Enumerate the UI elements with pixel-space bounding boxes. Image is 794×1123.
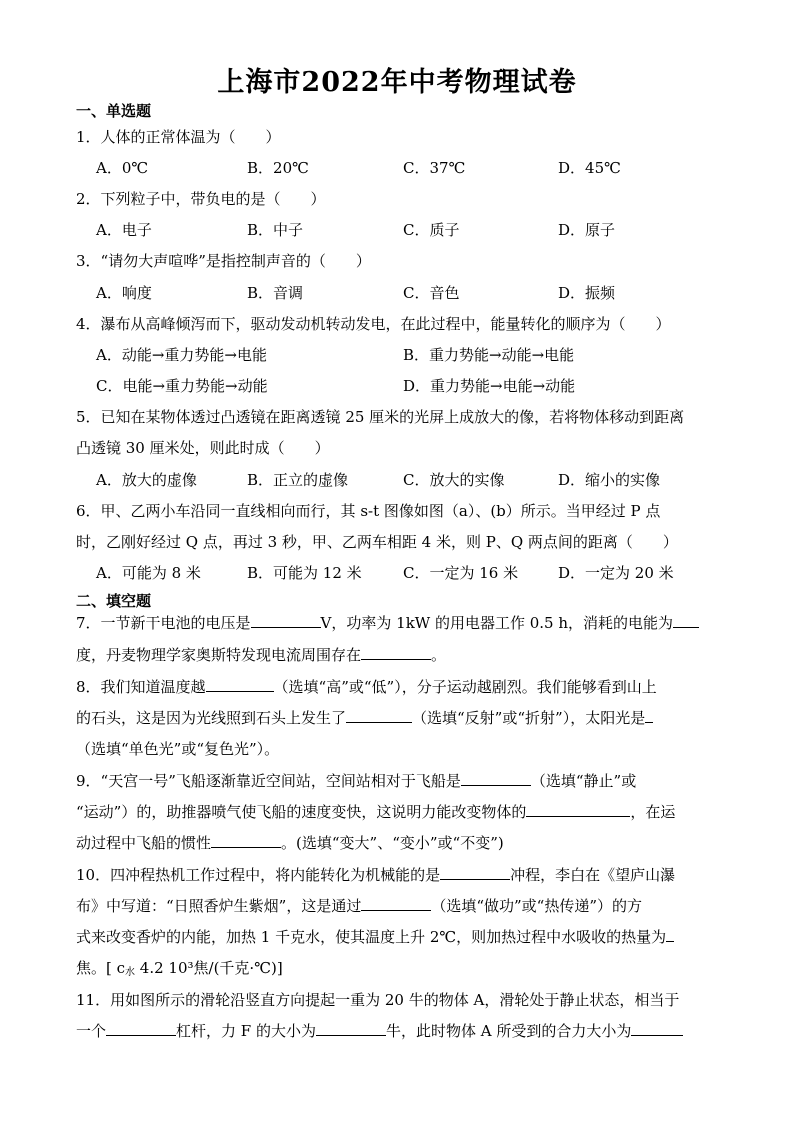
answer-blank[interactable] [251,613,321,628]
question-9-line-3 [76,833,504,853]
question-4-option-c: C．电能→重力势能→动能 [96,377,268,395]
section-heading-single-choice: 一、单选题 [76,102,152,120]
page-title: 上海市2022年中考物理试卷 [217,67,577,98]
question-9-text-6: 。(选填“变大”、“变小”或“不变”) [281,834,504,852]
question-10-line-3 [76,927,674,947]
question-10-text-3: 布》中写道：“日照香炉生紫烟”，这是通过 [76,897,362,915]
question-8-text-1: 8．我们知道温度越 [76,678,206,696]
question-11-text-2: 一个 [76,1022,107,1040]
question-8-line-1 [76,677,657,697]
question-2-option-d: D．原子 [558,221,616,239]
question-11-line-2 [76,1021,683,1041]
question-4-option-d: D．重力势能→电能→动能 [403,377,576,395]
question-4-option-a: A．动能→重力势能→电能 [96,346,267,364]
question-9-text-3: “运动”）的，助推器喷气使飞船的速度变快，这说明力能改变物体的 [76,803,527,821]
question-8-text-2: （选填“高”或“低”），分子运动越剧烈。我们能够看到山上 [273,678,657,696]
answer-blank[interactable] [645,708,653,723]
water-subscript: 水 [125,967,136,978]
question-7-text-4: 。 [431,646,447,664]
question-8-line-2 [76,708,653,728]
question-7-line-2 [76,645,446,665]
question-4-option-b: B．重力势能→动能→电能 [403,346,575,364]
question-9-text-1: 9．“天宫一号”飞船逐渐靠近空间站，空间站相对于飞船是 [76,772,461,790]
question-1-option-c: C．37℃ [403,159,466,177]
answer-blank[interactable] [461,771,531,786]
question-10-line-2 [76,896,642,916]
answer-blank[interactable] [106,1021,176,1036]
question-2-option-a: A．电子 [96,221,152,239]
question-6-option-b: B．可能为 12 米 [247,564,362,582]
question-9-text-5: 动过程中飞船的惯性 [76,834,212,852]
question-3-option-d: D．振频 [558,284,616,302]
question-6-option-c: C．一定为 16 米 [403,564,519,582]
question-9-text-2: （选填“静止”或 [530,772,637,790]
question-7-text-2: V，功率为 1kW 的用电器工作 0.5 h，消耗的电能为 [320,614,674,632]
question-10-line-1 [76,865,675,885]
answer-blank[interactable] [631,1021,683,1036]
question-9-line-1 [76,771,636,791]
question-3-option-b: B．音调 [247,284,304,302]
question-5-stem-line-1: 5．已知在某物体透过凸透镜在距离透镜 25 厘米的光屏上成放大的像，若将物体移动到距离 [76,408,685,426]
answer-blank[interactable] [673,613,699,628]
question-1-option-b: B．20℃ [247,159,309,177]
question-11-text-4: 牛，此时物体 A 所受到的合力大小为 [385,1022,632,1040]
question-5-option-b: B．正立的虚像 [247,471,349,489]
question-8-line-3: （选填“单色光”或“复色光”）。 [76,740,280,758]
answer-blank[interactable] [211,833,281,848]
question-6-stem-line-2: 时，乙刚好经过 Q 点，再过 3 秒，甲、乙两车相距 4 米，则 P、Q 两点间的距离（ ） [76,533,678,551]
question-4-stem: 4．瀑布从高峰倾泻而下，驱动发动机转动发电，在此过程中，能量转化的顺序为（ ） [76,315,671,333]
question-5-stem-line-2: 凸透镜 30 厘米处，则此时成（ ） [76,439,330,457]
question-11-line-1: 11．用如图所示的滑轮沿竖直方向提起一重为 20 牛的物体 A，滑轮处于静止状态，相当于 [76,991,680,1009]
question-9-text-4: ，在运 [630,803,676,821]
question-3-stem: 3．“请勿大声喧哗”是指控制声音的（ ） [76,252,371,270]
question-10-text-5: 式来改变香炉的内能，加热 1 千克水，使其温度上升 2℃，则加热过程中水吸收的热量为 [76,928,667,946]
question-6-stem-line-1: 6．甲、乙两小车沿同一直线相向而行，其 s-t 图像如图（a）、(b）所示。当甲经过 P 点 [76,502,661,520]
question-9-line-2 [76,802,675,822]
question-10-text-6a: 焦。[ c [76,959,126,977]
answer-blank[interactable] [440,865,510,880]
question-10-line-4 [76,958,283,983]
question-1-option-a: A．0℃ [96,159,149,177]
question-5-option-a: A．放大的虚像 [96,471,197,489]
question-10-text-1: 10．四冲程热机工作过程中，将内能转化为机械能的是 [76,866,441,884]
question-10-text-4: （选填“做功”或“热传递”）的方 [431,897,643,915]
answer-blank[interactable] [206,677,274,692]
question-11-text-3: 杠杆，力 F 的大小为 [176,1022,316,1040]
question-10-text-6b: 4.2 10³焦/(千克·℃)] [135,959,283,977]
answer-blank[interactable] [346,708,412,723]
answer-blank[interactable] [526,802,630,817]
question-2-stem: 2．下列粒子中，带负电的是（ ） [76,190,326,208]
question-8-text-3: 的石头，这是因为光线照到石头上发生了 [76,709,347,727]
question-7-text-3: 度，丹麦物理学家奥斯特发现电流周围存在 [76,646,362,664]
question-7-line-1 [76,613,699,633]
answer-blank[interactable] [361,645,431,660]
question-2-option-b: B．中子 [247,221,304,239]
question-8-text-4: （选填“反射”或“折射”），太阳光是 [412,709,646,727]
answer-blank[interactable] [316,1021,386,1036]
question-1-option-d: D．45℃ [558,159,621,177]
answer-blank[interactable] [666,927,674,942]
section-heading-fill-blank: 二、填空题 [76,592,152,610]
question-3-option-a: A．响度 [96,284,152,302]
question-7-text-1: 7．一节新干电池的电压是 [76,614,251,632]
question-5-option-c: C．放大的实像 [403,471,505,489]
question-10-text-2: 冲程，李白在《望庐山瀑 [510,866,676,884]
question-6-option-d: D．一定为 20 米 [558,564,674,582]
question-3-option-c: C．音色 [403,284,460,302]
question-1-stem: 1．人体的正常体温为（ ） [76,128,281,146]
question-6-option-a: A．可能为 8 米 [96,564,201,582]
question-5-option-d: D．缩小的实像 [558,471,661,489]
question-2-option-c: C．质子 [403,221,460,239]
answer-blank[interactable] [361,896,431,911]
